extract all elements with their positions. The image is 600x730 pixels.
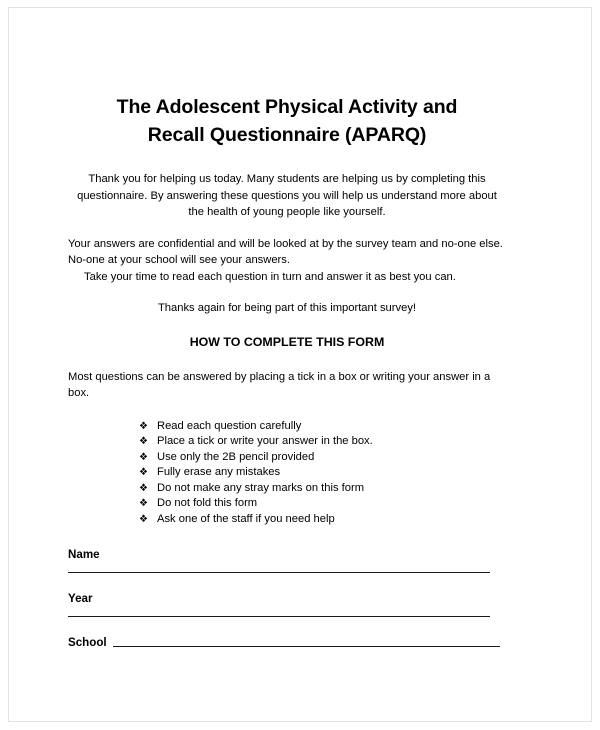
thanks-line: Thanks again for being part of this important survey!	[157, 302, 417, 314]
field-school	[68, 635, 506, 650]
intro-paragraph: Thank you for helping us today. Many students are helping us by completing this questionnaire. By answering these questions you will help us understand more about the health of young people like yourself.	[77, 173, 497, 218]
page-title-line-1: The Adolescent Physical Activity and	[116, 96, 458, 118]
confidentiality-block	[68, 236, 506, 286]
diamond-bullet-icon: ❖	[139, 482, 148, 494]
list-item	[139, 465, 506, 481]
take-your-time-line: Take your time to read each question in turn and answer it as best you can.	[84, 270, 456, 283]
field-year	[68, 591, 506, 617]
list-item-label: Fully erase any mistakes	[157, 466, 281, 479]
section-heading-how-to-complete: HOW TO COMPLETE THIS FORM	[189, 334, 385, 349]
field-year-label: Year	[68, 591, 93, 605]
list-item-label: Do not make any stray marks on this form	[157, 481, 365, 494]
instructions-paragraph: Most questions can be answered by placing a tick in a box or writing your answer in a box.	[68, 370, 491, 399]
list-item	[139, 450, 506, 466]
diamond-bullet-icon: ❖	[139, 498, 148, 510]
field-name-input-rule[interactable]	[68, 572, 490, 573]
field-name-label: Name	[68, 547, 100, 561]
list-item-label: Ask one of the staff if you need help	[157, 513, 335, 526]
diamond-bullet-icon: ❖	[139, 451, 148, 463]
confidentiality-paragraph: Your answers are confidential and will be looked at by the survey team and no-one else. No-one at your school will see your answers.	[68, 237, 503, 266]
page-title-line-2: Recall Questionnaire (APARQ)	[147, 124, 427, 146]
diamond-bullet-icon: ❖	[139, 514, 148, 526]
list-item	[139, 419, 506, 435]
list-item	[139, 434, 506, 450]
document-page	[8, 7, 592, 722]
field-school-input-rule[interactable]	[113, 646, 500, 647]
page-title	[68, 93, 506, 149]
list-item-label: Read each question carefully	[157, 419, 302, 432]
field-year-input-rule[interactable]	[68, 616, 490, 617]
form-fields	[68, 547, 506, 650]
list-item	[139, 481, 506, 497]
diamond-bullet-icon: ❖	[139, 420, 148, 432]
diamond-bullet-icon: ❖	[139, 436, 148, 448]
list-item	[139, 512, 506, 528]
field-school-label: School	[68, 635, 107, 649]
list-item-label: Use only the 2B pencil provided	[157, 450, 315, 463]
instructions-list	[68, 419, 506, 528]
list-item	[139, 496, 506, 512]
document-content	[68, 93, 506, 668]
diamond-bullet-icon: ❖	[139, 467, 148, 479]
list-item-label: Do not fold this form	[157, 497, 258, 510]
field-name	[68, 547, 506, 573]
list-item-label: Place a tick or write your answer in the box.	[157, 435, 373, 448]
